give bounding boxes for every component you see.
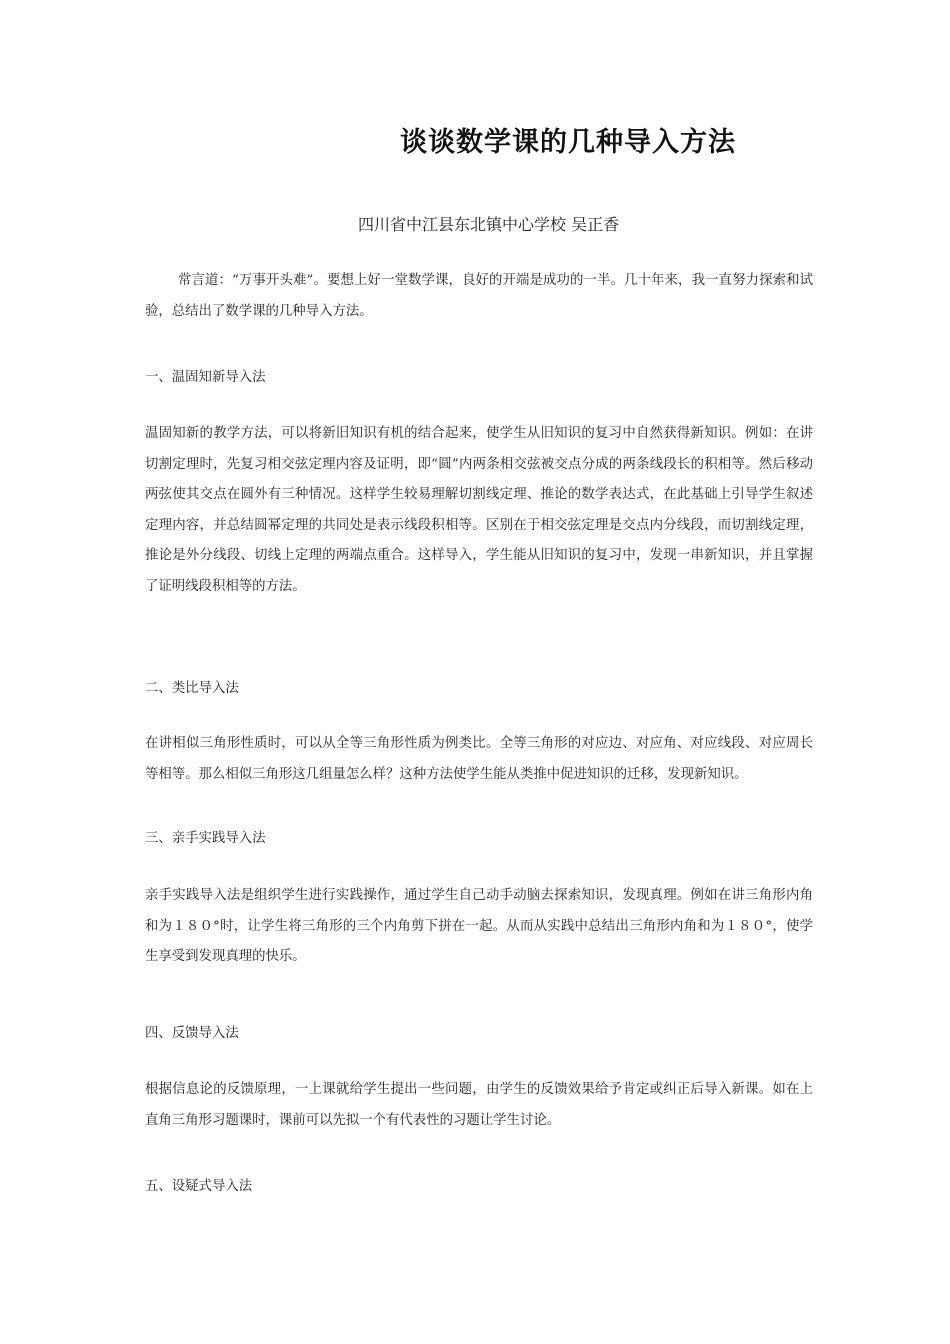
section-body-2: 在讲相似三角形性质时，可以从全等三角形性质为例类比。全等三角形的对应边、对应角、对应线段、对应周长等相等。那么相似三角形这几组量怎么样？这种方法使学生能从类推中促进知识的迁移，发现新知识。: [145, 736, 813, 782]
section-heading-1: 一、温固知新导入法: [145, 370, 266, 385]
page-title: 谈谈数学课的几种导入方法: [400, 127, 736, 158]
author-line: 四川省中江县东北镇中心学校 吴正香: [358, 215, 620, 234]
section-body-1: 温固知新的教学方法，可以将新旧知识有机的结合起来，使学生从旧知识的复习中自然获得新知识。例如：在讲切割定理时，先复习相交弦定理内容及证明，即“圆”内两条相交弦被交点分成的两条线段长的积相等。然后移动两弦使其交点在圆外有三种情况。这样学生较易理解切割线定理、推论的数学表达式，在此基础上引导学生叙述定理内容，并总结圆幂定理的共同处是表示线段积相等。区别在于相交弦定理是交点内分线段，而切割线定理，推论是外分线段、切线上定理的两端点重合。这样导入，学生能从旧知识的复习中，发现一串新知识，并且掌握了证明线段积相等的方法。: [145, 426, 813, 594]
section-body-4: 根据信息论的反馈原理，一上课就给学生提出一些问题，由学生的反馈效果给予肯定或纠正后导入新课。如在上直角三角形习题课时，课前可以先拟一个有代表性的习题让学生讨论。: [145, 1082, 813, 1128]
section-body-3: 亲手实践导入法是组织学生进行实践操作，通过学生自己动手动脑去探索知识，发现真理。例如在讲三角形内角和为１８０°时，让学生将三角形的三个内角剪下拼在一起。从而从实践中总结出三角形内角和为１８０°，使学生享受到发现真理的快乐。: [145, 888, 813, 964]
section-heading-4: 四、反馈导入法: [145, 1026, 239, 1041]
intro-paragraph: 常言道：“万事开头难”。要想上好一堂数学课，良好的开端是成功的一半。几十年来，我一直努力探索和试验，总结出了数学课的几种导入方法。: [145, 273, 813, 319]
section-heading-2: 二、类比导入法: [145, 681, 239, 696]
section-heading-5: 五、设疑式导入法: [145, 1179, 253, 1194]
section-heading-3: 三、亲手实践导入法: [145, 831, 266, 846]
